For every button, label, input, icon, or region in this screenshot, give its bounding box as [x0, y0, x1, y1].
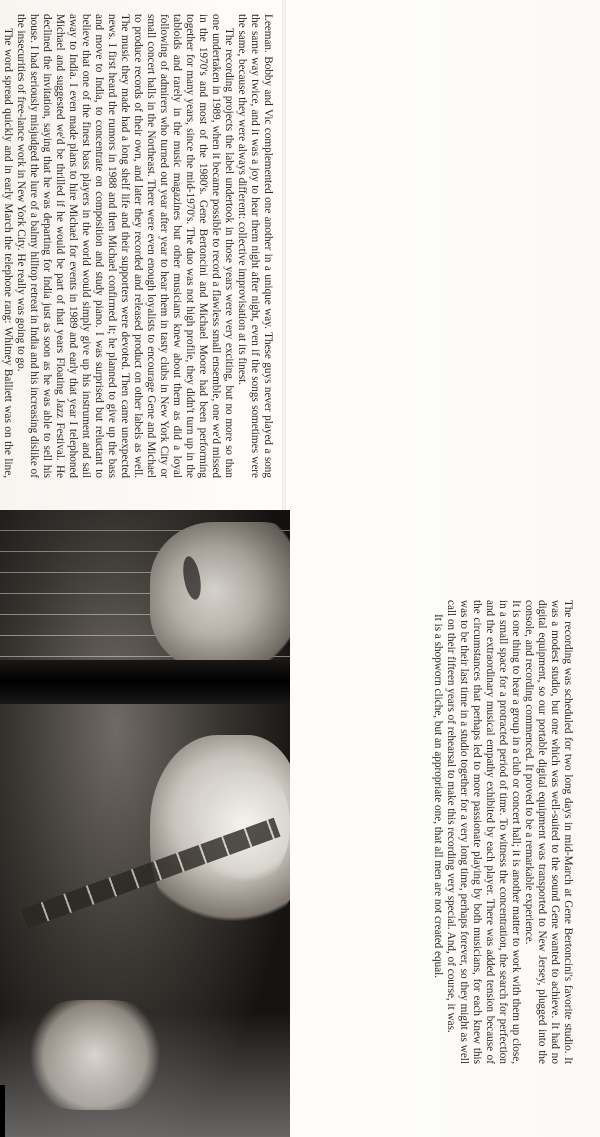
paragraph: It is one thing to hear a group in a club or concert hall; it is another matter to work with them up close, in a small space for a protracted period of time. To witness the concentration, the search for perfection and the extraordinary musical empathy exhibited by each player. There was added tension because of the circumstances that perhaps led to more passionate playing by both musicians, for each knew this was to be their last time in a studio together for a very long time, perhaps forever, so they might as well call on their fifteen years of rehearsal to make this recording very special. And, of course, it was. [445, 600, 522, 1064]
paragraph: Leeman. Bobby and Vic complemented one another in a unique way. These guys never played a song the same way twice, and it was a joy to hear them night after night, even if the songs sometimes were the same, because they were always different: collective improvisation at its finest. [236, 14, 274, 478]
edge-mark [0, 1085, 5, 1137]
photo-shading [0, 510, 290, 1137]
upper-text-column [0, 0, 282, 490]
paragraph: It is a shopworn cliche, but an appropriate one, that all men are not created equal. [432, 614, 444, 979]
paragraph: The word spread quickly and in early March the telephone rang: Whitney Balliett was on the line, [2, 28, 14, 478]
musicians-photo [0, 510, 290, 1137]
lower-text-column [316, 590, 578, 1076]
paragraph: The recording projects the label undertook in those years were very exciting, but no more so than one undertaken in 1989, when it became possible to record a flawless small ensemble, one we'd missed in the 1970's and most of the 1980's. Gene Bertoncini and Michael Moore had been performing together for many years, since the mid-1970's. The duo was not high profile, they didn't turn up in the tabloids and rarely in the music magazines but other musicians knew about them as did a loyal following of admirers who turned out year after year to hear them in tasty clubs in New York City or small concert halls in the Northeast. There were even enough loyalists to encourage Gene and Michael to produce records of their own, and later they recorded and released product on other labels as well. The music they made had a long shelf life and their supporters were devoted. Then came unexpected news. I first heard the rumors in 1988 and then Michael confirmed it; he planned to give up the bass and move to India, to concentrate on composition and study piano. I was surprised but reluctant to believe that one of the finest bass players in the world would simply give up his instrument and sail away to India. I even made plans to hire Michael for events in 1989 and early that year I telephoned Michael and suggested we'd be thrilled if he would be part of that years Floating Jazz Festival. He declined the invitation, saying that he was departing for India just as soon as he was able to sell his house. I had seriously misjudged the lure of a balmy hilltop retreat in India and his increasing dislike of the insecurities of free-lance work in New York City. He really was going to go. [15, 14, 235, 478]
paragraph: The recording was scheduled for two long days in mid-March at Gene Bertoncini's favorite studio. It was a modest studio, but one which was well-suited to the sound Gene wanted to achieve. It had no digital equipment, so our portable digital equipment was transported to New Jersey, plugged into the console, and recording commenced. It proved to be a remarkable experience. [523, 600, 574, 1064]
